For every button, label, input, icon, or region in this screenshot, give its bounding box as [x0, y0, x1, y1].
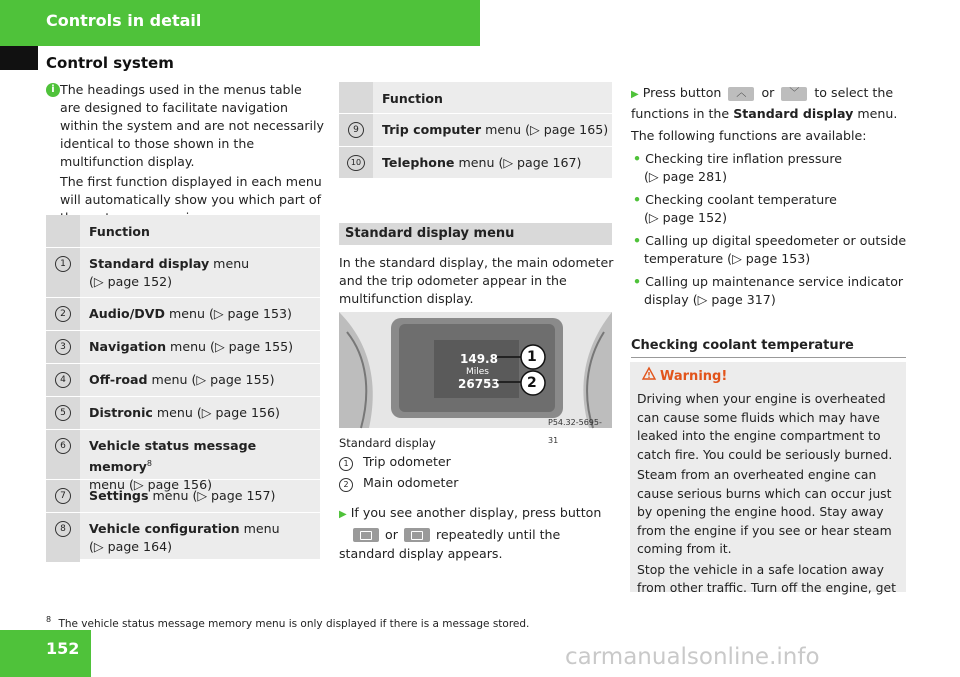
list-item-ref: temperature (▷ page 153)	[644, 251, 811, 266]
table-row	[46, 397, 320, 430]
footnote-marker: 8	[146, 459, 152, 468]
row-label: Settings	[89, 488, 149, 503]
forward-key-icon	[404, 528, 430, 542]
row-text: menu	[209, 256, 250, 271]
legend-label: Trip odometer	[363, 454, 451, 469]
list-item-text: Calling up maintenance service indicator	[645, 274, 904, 289]
list-item-ref: display (▷ page 317)	[644, 292, 776, 307]
list-item-text: Calling up digital speedometer or outside	[645, 233, 907, 248]
legend-number: 2	[339, 478, 353, 492]
warning-body	[637, 390, 903, 598]
table-row	[46, 430, 320, 493]
press-end: menu.	[853, 106, 898, 121]
table-row	[46, 513, 320, 562]
row-text: menu (▷ page 165)	[481, 122, 609, 137]
row-label: Navigation	[89, 339, 167, 354]
table-header	[46, 215, 320, 248]
distance-unit: Miles	[466, 367, 489, 377]
legend-label: Main odometer	[363, 475, 459, 490]
table-row	[339, 147, 612, 178]
down-key-icon: ﹀	[781, 87, 807, 101]
corner-tab	[0, 46, 38, 70]
row-text: menu	[239, 521, 280, 536]
legend-item	[339, 474, 458, 492]
page-number: 152	[46, 639, 80, 658]
warning-paragraph-1: Driving when your engine is overheated can cause some fluids which may have leaked into the engine compartment to catch fire. You could be seriously burned.	[637, 391, 893, 462]
press-instruction	[631, 83, 909, 123]
chapter-header	[0, 0, 480, 46]
image-caption: Standard display	[339, 436, 436, 450]
instruction-step	[339, 503, 614, 564]
chapter-title: Controls in detail	[46, 11, 202, 30]
table-row	[46, 298, 320, 331]
callout-2: 2	[527, 375, 537, 391]
function-table-2	[339, 82, 612, 178]
step-text: If you see another display, press button	[350, 505, 602, 520]
list-item-text: Checking coolant temperature	[645, 192, 837, 207]
table-header-label: Function	[382, 91, 443, 106]
standard-display-heading	[339, 223, 612, 245]
image-code: P54.32-5695-31	[548, 418, 602, 445]
function-list	[633, 150, 911, 309]
footnote	[46, 611, 529, 633]
press-text: Press button	[642, 85, 722, 100]
row-label: Telephone	[382, 155, 455, 170]
table-header-label: Function	[89, 224, 150, 239]
row-number: 5	[55, 405, 71, 421]
list-item-ref: (▷ page 281)	[644, 169, 728, 184]
list-item: • Checking tire inflation pressure (▷ page 281)	[633, 151, 843, 184]
row-label: Vehicle configuration	[89, 521, 240, 536]
row-number: 8	[55, 521, 71, 537]
row-number: 4	[55, 372, 71, 388]
table-row	[339, 114, 612, 147]
step-arrow-icon: ▶	[631, 89, 639, 100]
row-text: menu (▷ page 167)	[454, 155, 582, 170]
row-text-line2: (▷ page 152)	[89, 274, 173, 289]
row-number: 1	[55, 256, 71, 272]
callout-1: 1	[527, 349, 537, 365]
row-number: 10	[347, 155, 365, 171]
table-row	[46, 248, 320, 298]
warning-box	[630, 362, 906, 595]
warning-title: Warning!	[660, 369, 728, 384]
legend-item	[339, 453, 451, 471]
trip-odometer-value: 149.8	[460, 352, 498, 366]
row-label: Off-road	[89, 372, 148, 387]
row-text-line2: menu (▷ page 156)	[89, 477, 212, 493]
row-text: menu (▷ page 157)	[148, 488, 276, 503]
note-paragraph-2: The first function displayed in each menu will automatically show you which part of	[60, 174, 322, 207]
table-header	[339, 82, 612, 114]
row-text: menu (▷ page 156)	[152, 405, 280, 420]
press-bold: Standard display	[733, 106, 854, 121]
list-item-text: Checking tire inflation pressure	[645, 151, 843, 166]
row-number: 2	[55, 306, 71, 322]
info-icon: i	[46, 83, 60, 97]
page-number-box	[0, 630, 91, 677]
legend-number: 1	[339, 457, 353, 471]
table-row	[46, 480, 320, 513]
row-text-line2: (▷ page 164)	[89, 539, 173, 554]
function-table-1	[46, 215, 320, 559]
footnote-number: 8	[46, 615, 52, 624]
section-title: Control system	[46, 54, 174, 72]
row-label: Distronic	[89, 405, 153, 420]
table-row	[46, 331, 320, 364]
row-number: 9	[348, 122, 364, 138]
warning-triangle-icon	[642, 367, 656, 380]
back-key-icon	[353, 528, 379, 542]
list-item: • Calling up digital speedometer or outside temperature (▷ page 153)	[633, 233, 907, 266]
list-item: • Checking coolant temperature (▷ page 152)	[633, 192, 837, 225]
row-label: Trip computer	[382, 122, 482, 137]
main-odometer-value: 26753	[458, 377, 500, 391]
warning-paragraph-3: Stop the vehicle in a safe location away from other traffic. Turn off the engine, get	[637, 561, 896, 595]
row-number: 6	[55, 438, 71, 454]
row-text: menu (▷ page 155)	[147, 372, 275, 387]
list-item: • Calling up maintenance service indicator display (▷ page 317)	[633, 274, 904, 307]
coolant-heading: Checking coolant temperature	[631, 337, 906, 358]
step-arrow-icon: ▶	[339, 509, 347, 520]
row-number: 3	[55, 339, 71, 355]
row-label: Vehicle status message memory	[89, 438, 257, 475]
note-paragraph-1: The headings used in the menus table are designed to facilitate navigation within the system and are not necessarily identical to those shown in the multifunction display.	[60, 82, 324, 169]
standard-display-intro: In the standard display, the main odometer and the trip odometer appear in the multifunction display.	[339, 255, 614, 306]
available-intro: The following functions are available:	[631, 128, 867, 143]
row-label: Standard display	[89, 256, 210, 271]
info-note	[60, 81, 324, 227]
row-text: menu (▷ page 155)	[166, 339, 294, 354]
list-item-ref: (▷ page 152)	[644, 210, 728, 225]
step-or: or	[385, 526, 398, 542]
warning-paragraph-2: Steam from an overheated engine can cause serious burns which can occur just by opening the engine hood. Stay away from the engine if you see or hear steam coming from it.	[637, 467, 892, 556]
footnote-text: The vehicle status message memory menu is only displayed if there is a message stored.	[58, 617, 530, 630]
press-text-2: to select the functions in the	[631, 85, 894, 121]
heading-text: Standard display menu	[345, 226, 515, 241]
row-text: menu (▷ page 153)	[164, 306, 292, 321]
up-key-icon: ︿	[728, 87, 754, 101]
watermark: carmanualsonline.info	[565, 644, 820, 670]
step-text-end: repeatedly until the standard display appears.	[339, 526, 561, 561]
row-label: Audio/DVD	[89, 306, 165, 321]
row-number: 7	[55, 488, 71, 504]
press-or: or	[761, 85, 775, 100]
table-row	[46, 364, 320, 397]
